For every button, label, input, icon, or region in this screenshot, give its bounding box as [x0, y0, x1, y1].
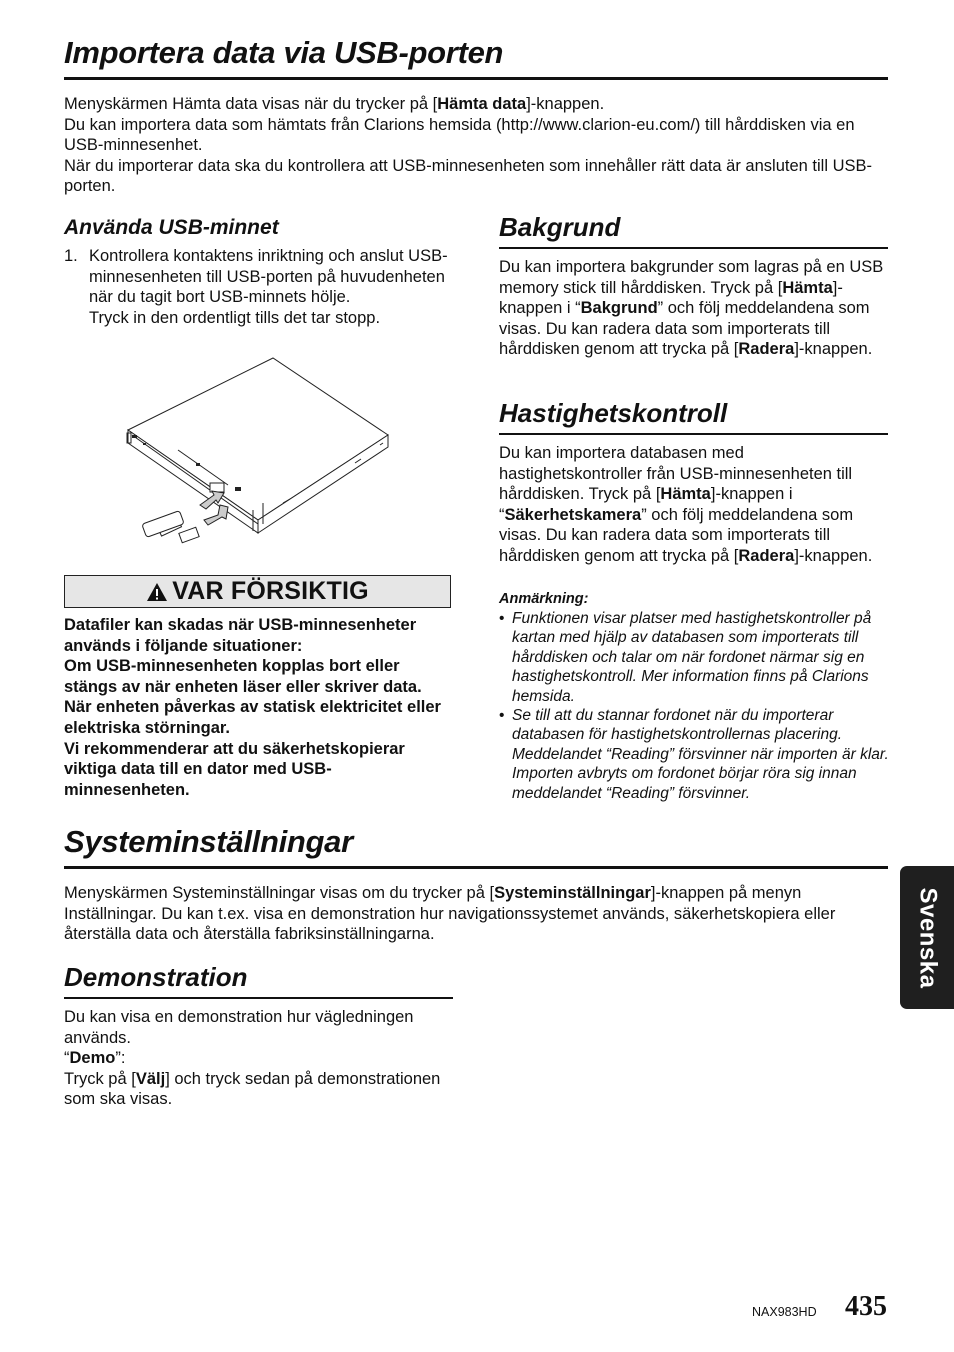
demo-line-3: Tryck på [Välj] och tryck sedan på demonstrationen som ska visas. [64, 1069, 441, 1108]
usb-intro [64, 94, 894, 197]
warning-triangle-icon [146, 582, 168, 602]
note-title: Anmärkning: [499, 591, 589, 607]
section-title-system: Systeminställningar [64, 824, 353, 859]
demo-line-1: Du kan visa en demonstration hur vägledningen används. [64, 1008, 414, 1047]
caution-label: VAR FÖRSIKTIG [172, 577, 369, 605]
hastighet-rule [499, 433, 888, 435]
title-rule [64, 77, 888, 80]
usb-step-1: 1. Kontrollera kontaktens inriktning och anslut USB-minnesenheten till USB-porten på huvudenheten när du tagit bort USB-minnets hölje. Tryck in den ordentligt tills det tar stopp. [64, 247, 448, 327]
bakgrund-text: Du kan importera bakgrunder som lagras på en USB memory stick till hårddisken. Tryck på [Hämta]-knappen i “Bakgrund” och följ meddelandena som visas. Du kan radera data som importerats till hårddisken genom att trycka på [Radera]-knappen. [499, 258, 884, 358]
language-tab [900, 866, 954, 1009]
usb-device-illustration [118, 355, 398, 550]
section-title-usb: Importera data via USB-porten [64, 35, 504, 70]
title-rule-2 [64, 866, 888, 869]
usb-subtitle: Använda USB-minnet [64, 216, 279, 239]
bakgrund-rule [499, 247, 888, 249]
demo-title: Demonstration [64, 962, 248, 992]
intro-line-3: När du importerar data ska du kontrollera att USB-minnesenheten som innehåller rätt data är ansluten till USB-porten. [64, 156, 872, 195]
intro-line-1: Menyskärmen Hämta data visas när du trycker på [Hämta data]-knappen. [64, 95, 605, 113]
language-tab-label: Svenska [914, 887, 941, 988]
hastighet-title: Hastighetskontroll [499, 398, 728, 428]
caution-text: Datafiler kan skadas när USB-minnesenheter används i följande situationer: Om USB-minnesenheten kopplas bort eller stängs av när enheten läser eller skriver data. När enheten påverkas av statisk elektricitet eller elektriska störningar. Vi rekommenderar att du säkerhetskopierar viktiga data till en dator med USB-minnesenheten. [64, 616, 441, 799]
hastighet-text: Du kan importera databasen med hastighetskontroller från USB-minnesenheten till hårddisken. Tryck på [Hämta]-knappen i “Säkerhetskamera” och följ meddelandena som visas. Du kan radera data som importerats till hårddisken genom att trycka på [Radera]-knappen. [499, 444, 873, 565]
note-item: • Funktionen visar platser med hastighetskontroller på kartan med hjälp av databasen som importerats till hårddisken och talar om när fordonet närmar sig en hastighetskontroll. Mer information finns på Clarions hemsida. [499, 609, 891, 706]
bakgrund-title: Bakgrund [499, 212, 621, 242]
demo-rule [64, 997, 453, 999]
usb-steps [64, 246, 459, 328]
note-list [499, 609, 891, 803]
intro-line-2: Du kan importera data som hämtats från Clarions hemsida (http://www.clarion-eu.com/) till hårddisken via en USB-minnesenhet. [64, 115, 855, 154]
demo-body [64, 1007, 456, 1110]
model-number: NAX983HD [752, 1305, 817, 1319]
system-intro: Menyskärmen Systeminställningar visas om du trycker på [Systeminställningar]-knappen på menyn Inställningar. Du kan t.ex. visa en demonstration hur navigationssystemet används, säkerhetskopiera eller återställa data och återställa fabriksinställningarna. [64, 884, 836, 943]
page-number: 435 [845, 1291, 887, 1322]
demo-line-2: “Demo”: [64, 1049, 126, 1067]
caution-header [64, 575, 451, 608]
note-item: • Se till att du stannar fordonet när du importerar databasen för hastighetskontrollernas placering. Meddelandet “Reading” försvinner när importen är klar. Importen avbryts om fordonet börjar röra sig innan meddelandet “Reading” försvinner. [499, 706, 891, 803]
